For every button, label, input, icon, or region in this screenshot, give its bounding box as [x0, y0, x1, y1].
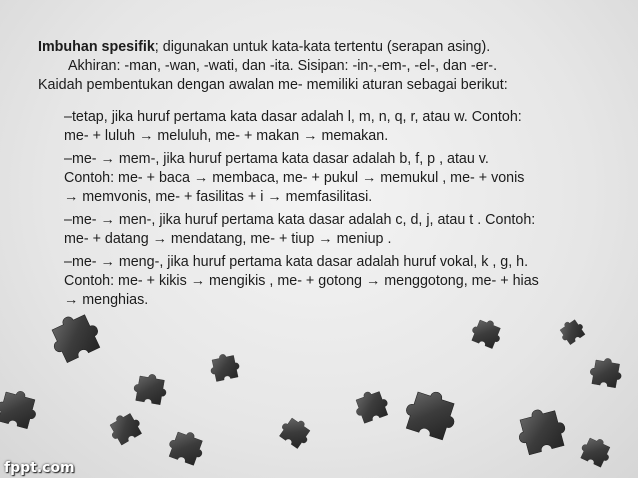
puzzle-piece-icon	[277, 413, 315, 450]
slide-content	[38, 38, 610, 314]
rule-line: Contoh: me- + kikis → mengikis , me- + gotong → menggotong, me- + hias	[64, 273, 539, 289]
rules-list	[38, 108, 610, 310]
rule-line: –me- → meng-, jika huruf pertama kata dasar adalah huruf vokal, k , g, h.	[64, 254, 529, 270]
intro-line-1	[38, 38, 610, 57]
puzzle-piece-icon	[578, 434, 615, 469]
rule-line: me- + luluh → meluluh, me- + makan → memakan.	[64, 128, 389, 144]
puzzle-piece-icon	[0, 386, 40, 429]
puzzle-piece-icon	[208, 352, 241, 383]
puzzle-piece-icon	[513, 404, 569, 456]
puzzle-piece-icon	[45, 308, 105, 365]
puzzle-piece-icon	[132, 372, 169, 406]
term-heading: Imbuhan spesifik	[38, 39, 155, 55]
rule-item	[64, 150, 610, 207]
rule-line: –tetap, jika huruf pertama kata dasar adalah l, m, n, q, r, atau w. Contoh:	[64, 109, 522, 125]
rule-line: Contoh: me- + baca → membaca, me- + pukul → memukul , me- + vonis	[64, 170, 525, 186]
watermark-logo: fppt.com	[4, 460, 75, 476]
rule-line: me- + datang → mendatang, me- + tiup → meniup .	[64, 231, 392, 247]
rule-item	[64, 211, 610, 249]
rule-intro-line: Kaidah pembentukan dengan awalan me- memiliki aturan sebagai berikut:	[38, 77, 508, 93]
puzzle-piece-icon	[105, 409, 144, 447]
rule-line: –me- → mem-, jika huruf pertama kata dasar adalah b, f, p , atau v.	[64, 151, 489, 167]
rule-line: → memvonis, me- + fasilitas + i → memfasilitasi.	[64, 189, 373, 205]
suffix-infix-line: Akhiran: -man, -wan, -wati, dan -ita. Sisipan: -in-,-em-, -el-, dan -er-.	[68, 58, 498, 74]
rule-line: → menghias.	[64, 292, 149, 308]
intro-block	[38, 38, 610, 95]
puzzle-piece-icon	[588, 356, 624, 389]
rule-item	[64, 108, 610, 146]
puzzle-piece-icon	[165, 427, 207, 467]
term-description: ; digunakan untuk kata-kata tertentu (serapan asing).	[154, 39, 491, 55]
puzzle-piece-icon	[401, 385, 461, 442]
puzzle-piece-icon	[469, 316, 505, 350]
puzzle-piece-icon	[351, 387, 391, 425]
rule-item	[64, 253, 610, 310]
rule-line: –me- → men-, jika huruf pertama kata dasar adalah c, d, j, atau t . Contoh:	[64, 212, 536, 228]
puzzle-piece-icon	[556, 316, 587, 346]
